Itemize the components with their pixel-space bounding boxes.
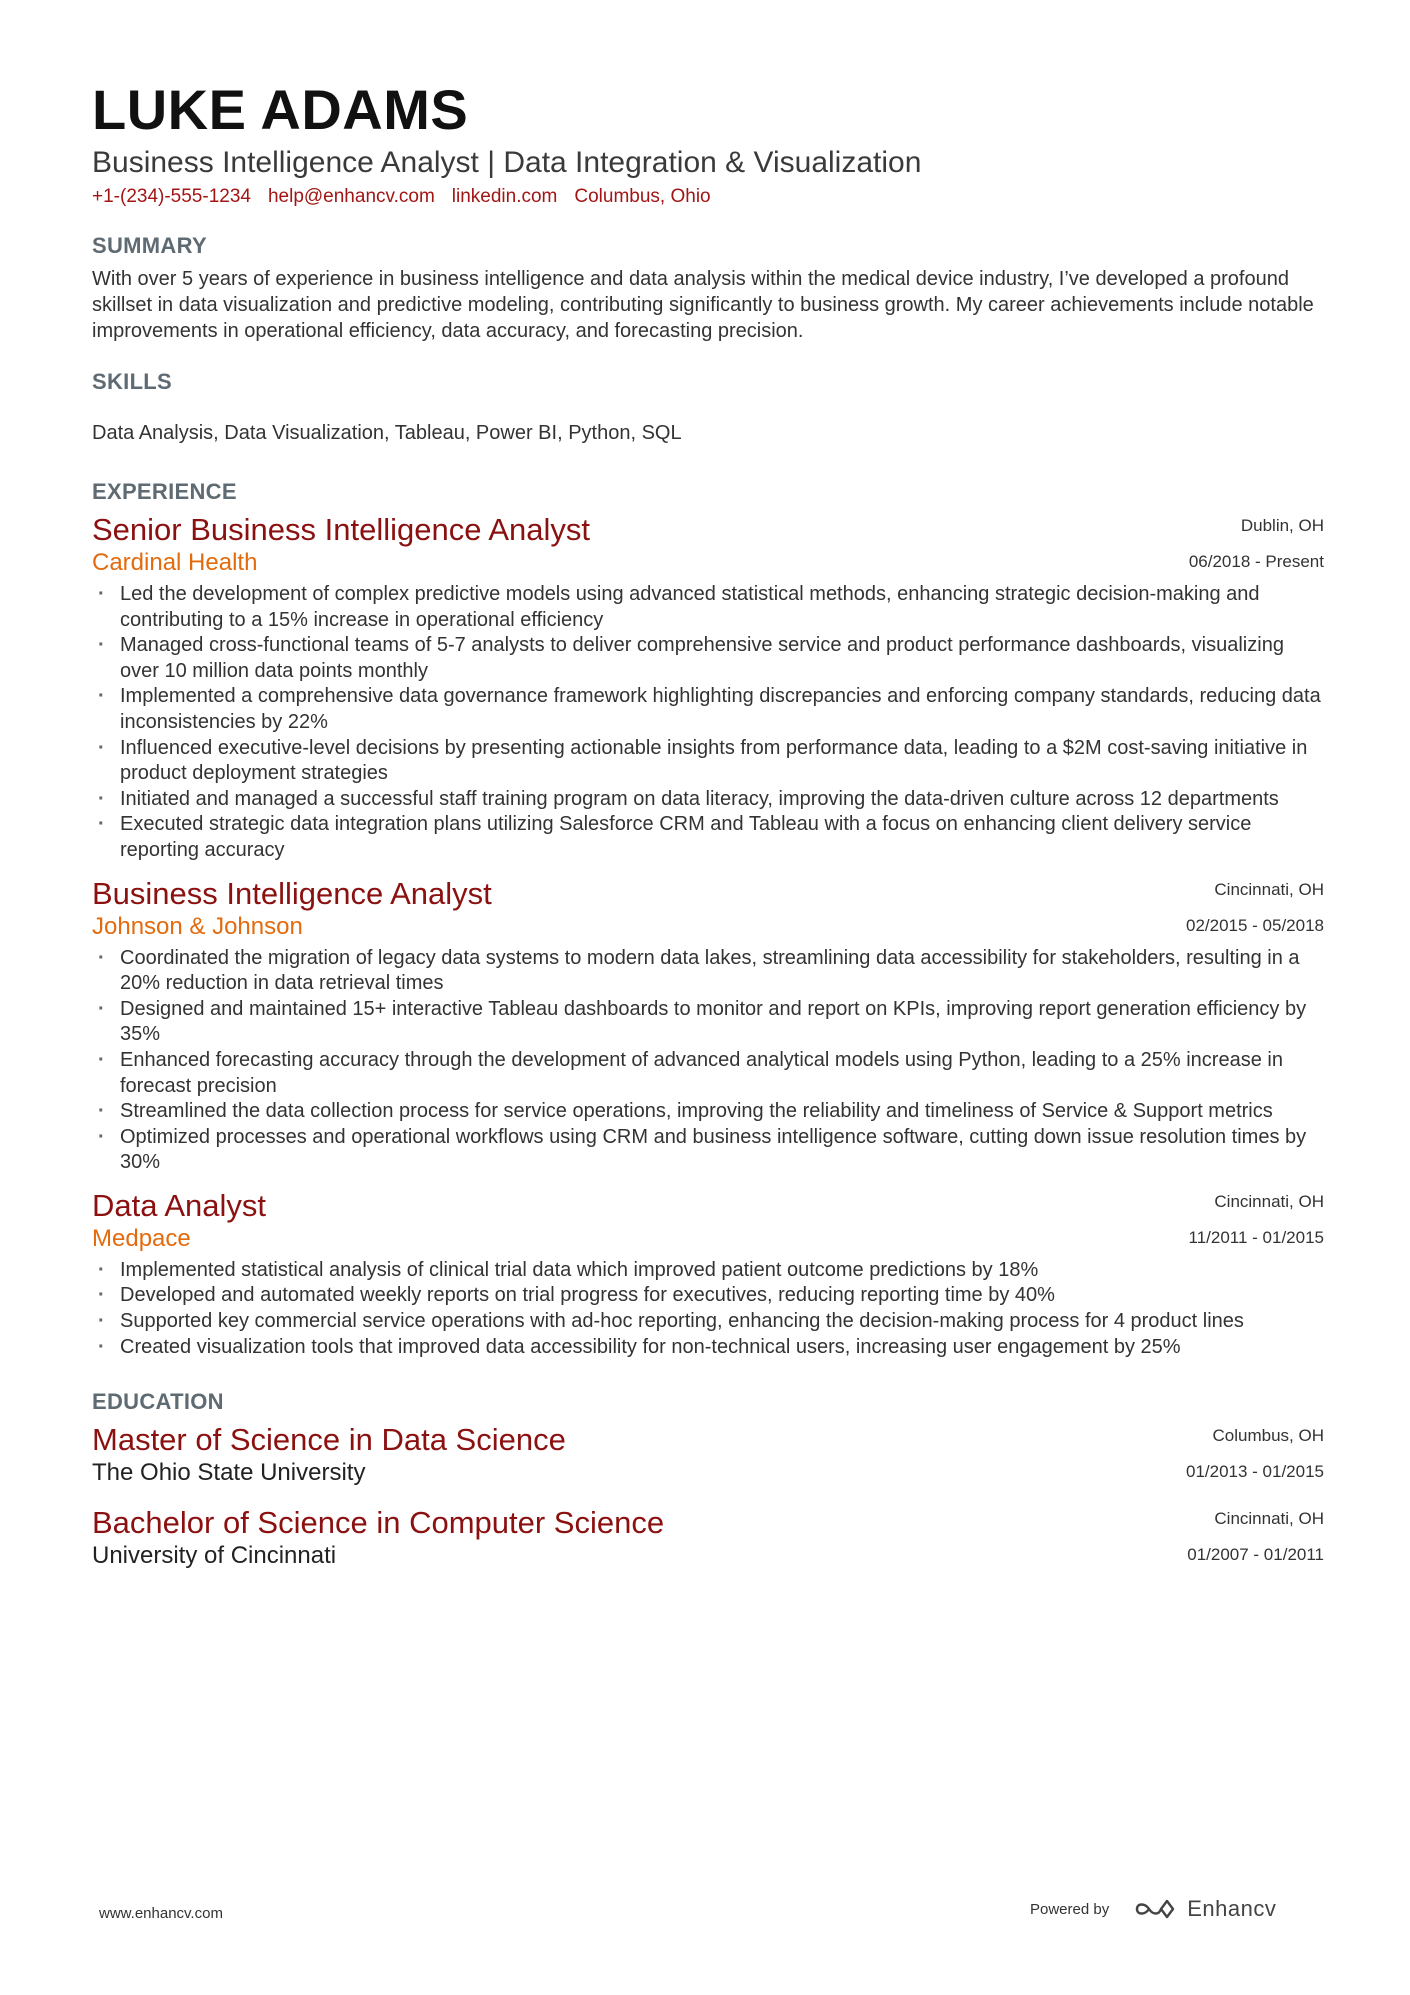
job-location: Cincinnati, OH	[1214, 1191, 1324, 1211]
education-meta	[1186, 1422, 1324, 1483]
job-company: Medpace	[92, 1224, 191, 1252]
bullet-item: · Supported key commercial service operations with ad-hoc reporting, enhancing the decision-making process for 4 product lines	[92, 1309, 1324, 1335]
bullet-item: · Influenced executive-level decisions by presenting actionable insights from performance data, leading to a $2M cost-saving initiative in product deployment strategies	[92, 736, 1324, 787]
bullet-item: · Executed strategic data integration plans utilizing Salesforce CRM and Tableau with a focus on enhancing client delivery service reporting accuracy	[92, 812, 1324, 863]
bullet-item: · Created visualization tools that improved data accessibility for non-technical users, increasing user engagement by 25%	[92, 1335, 1324, 1361]
job-title: Senior Business Intelligence Analyst	[92, 512, 591, 547]
degree-title: Bachelor of Science in Computer Science	[92, 1505, 665, 1541]
education-dates: 01/2007 - 01/2011	[1187, 1545, 1324, 1565]
bullet-item: · Designed and maintained 15+ interactive Tableau dashboards to monitor and report on KPIs, improving report generation efficiency by 35%	[92, 997, 1324, 1048]
footer-branding	[1030, 1896, 1276, 1922]
skills-text: Data Analysis, Data Visualization, Tableau, Power BI, Python, SQL	[92, 422, 682, 444]
job-company: Cardinal Health	[92, 549, 258, 576]
bullet-item: · Implemented statistical analysis of clinical trial data which improved patient outcome predictions by 18%	[92, 1258, 1324, 1284]
bullet-item: · Initiated and managed a successful staff training program on data literacy, improving the data-driven culture across 12 departments	[92, 787, 1324, 813]
job-company: Johnson & Johnson	[92, 912, 303, 940]
job-location: Cincinnati, OH	[1214, 879, 1324, 899]
job-bullets	[92, 582, 1324, 864]
bullet-item: · Enhanced forecasting accuracy through the development of advanced analytical models using Python, leading to a 25% increase in forecast precision	[92, 1048, 1324, 1099]
skills-title: SKILLS	[92, 369, 173, 394]
powered-by-label: Powered by	[1030, 1900, 1110, 1918]
contact-email[interactable]: help@enhancv.com	[267, 186, 435, 207]
education-entry	[92, 1422, 1324, 1488]
experience-entry	[92, 1188, 1324, 1360]
job-bullets	[92, 1258, 1324, 1360]
job-location: Dublin, OH	[1240, 516, 1324, 535]
education-entry	[92, 1505, 1324, 1571]
job-dates: 02/2015 - 05/2018	[1185, 915, 1324, 935]
education-location: Columbus, OH	[1212, 1426, 1324, 1446]
experience-entry	[92, 512, 1324, 864]
contact-location: Columbus, Ohio	[574, 186, 711, 207]
bullet-item: · Developed and automated weekly reports on trial progress for executives, reducing reporting time by 40%	[92, 1283, 1324, 1309]
enhancv-logo-icon	[1133, 1897, 1181, 1921]
bullet-item: · Streamlined the data collection process for service operations, improving the reliability and timeliness of Service & Support metrics	[92, 1099, 1324, 1125]
bullet-item: · Optimized processes and operational workflows using CRM and business intelligence software, cutting down issue resolution times by 30%	[92, 1125, 1324, 1176]
school-name: The Ohio State University	[92, 1459, 366, 1487]
bullet-item: · Led the development of complex predictive models using advanced statistical methods, enhancing strategic decision-making and contributing to a 15% increase in operational efficiency	[92, 582, 1324, 633]
resume-page	[92, 78, 1324, 1571]
summary-section	[92, 232, 1324, 344]
degree-title: Master of Science in Data Science	[92, 1422, 566, 1458]
summary-title: SUMMARY	[92, 233, 207, 258]
education-meta	[1187, 1505, 1324, 1566]
school-name: University of Cincinnati	[92, 1542, 337, 1570]
bullet-item: · Managed cross-functional teams of 5-7 analysts to deliver comprehensive service and product performance dashboards, visualizing over 10 million data points monthly	[92, 633, 1324, 684]
enhancv-logo[interactable]	[1133, 1896, 1276, 1922]
resume-header	[92, 78, 1324, 210]
bullet-item: · Implemented a comprehensive data governance framework highlighting discrepancies and enforcing company standards, reducing data inconsistencies by 22%	[92, 684, 1324, 735]
job-meta	[1189, 512, 1324, 573]
education-dates: 01/2013 - 01/2015	[1185, 1462, 1324, 1482]
experience-title: EXPERIENCE	[92, 479, 237, 504]
job-meta	[1189, 1188, 1325, 1249]
bullet-item: · Coordinated the migration of legacy data systems to modern data lakes, streamlining data accessibility for stakeholders, resulting in a 20% reduction in data retrieval times	[92, 946, 1324, 997]
contact-phone[interactable]: +1-(234)-555-1234	[92, 186, 251, 207]
education-section	[92, 1388, 1324, 1571]
experience-entry	[92, 876, 1324, 1176]
summary-text: With over 5 years of experience in business intelligence and data analysis within the medical device industry, I’ve developed a profound skillset in data visualization and predictive modeling, contributing significantly to business growth. My career achievements include notable improvements in operational efficiency, data accuracy, and forecasting precision.	[92, 268, 1314, 342]
education-location: Cincinnati, OH	[1214, 1509, 1324, 1529]
experience-section	[92, 478, 1324, 1360]
footer-website[interactable]: www.enhancv.com	[99, 1905, 223, 1922]
enhancv-brand-name: Enhancv	[1187, 1896, 1277, 1921]
job-title: Business Intelligence Analyst	[92, 875, 492, 911]
job-bullets	[92, 946, 1324, 1176]
job-title: Data Analyst	[92, 1187, 267, 1223]
education-title: EDUCATION	[92, 1389, 224, 1415]
job-meta	[1186, 876, 1324, 937]
contact-info	[92, 184, 1324, 210]
job-dates: 11/2011 - 01/2015	[1188, 1227, 1324, 1247]
skills-section	[92, 368, 1324, 446]
candidate-headline: Business Intelligence Analyst | Data Integration & Visualization	[92, 146, 922, 179]
job-dates: 06/2018 - Present	[1188, 552, 1324, 571]
candidate-name: LUKE ADAMS	[92, 78, 469, 141]
contact-linkedin[interactable]: linkedin.com	[451, 186, 558, 207]
